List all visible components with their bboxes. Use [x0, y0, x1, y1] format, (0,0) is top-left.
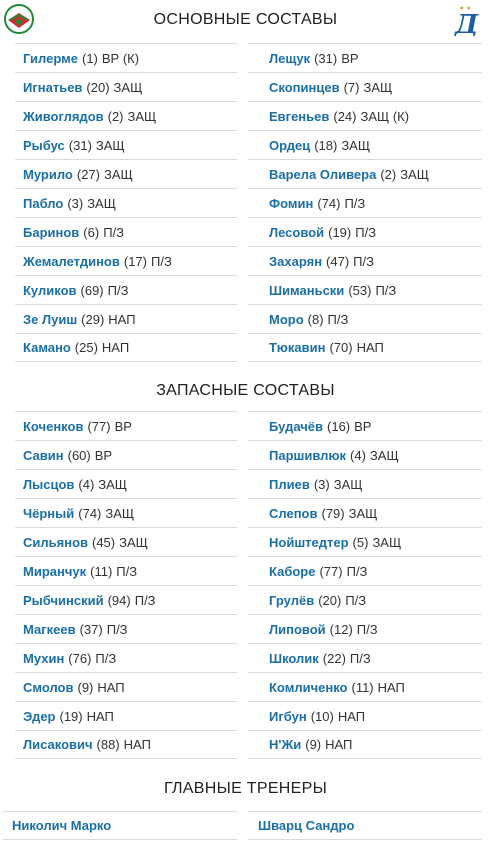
player-name-link[interactable]: Рыбчинский — [23, 592, 104, 608]
player-number: (37) — [79, 621, 103, 637]
player-position: ЗАЩ (К) — [360, 108, 410, 124]
player-name-link[interactable]: Гилерме — [23, 50, 78, 66]
player-row — [248, 701, 482, 730]
player-position: П/З — [353, 253, 374, 269]
player-row — [248, 643, 482, 672]
player-name-link[interactable]: Слепов — [269, 505, 318, 521]
player-number: (4) — [78, 476, 95, 492]
player-row — [248, 498, 482, 527]
player-position: ВР — [94, 447, 113, 463]
player-number: (18) — [314, 137, 338, 153]
player-position: НАП — [108, 311, 136, 327]
player-number: (69) — [80, 282, 104, 298]
player-number: (60) — [67, 447, 91, 463]
player-name-link[interactable]: Варела Оливера — [269, 166, 377, 182]
player-position: П/З — [356, 621, 378, 637]
player-position: ЗАЩ — [95, 137, 125, 153]
player-number: (7) — [343, 79, 360, 95]
player-row — [248, 101, 482, 130]
player-position: НАП — [337, 708, 366, 724]
home-starting-list — [15, 43, 237, 362]
player-row — [248, 217, 482, 246]
player-row — [248, 246, 482, 275]
player-number: (76) — [68, 650, 92, 666]
player-position: НАП — [377, 679, 405, 695]
player-number: (22) — [322, 650, 346, 666]
player-name-link[interactable]: Скопинцев — [269, 79, 340, 95]
player-position: ВР (К) — [101, 50, 140, 66]
player-position: П/З — [134, 592, 156, 608]
player-row — [15, 643, 237, 672]
player-name-link[interactable]: Миранчук — [23, 563, 87, 579]
player-number: (20) — [318, 592, 342, 608]
player-name-link[interactable]: Пабло — [23, 195, 64, 211]
player-row — [15, 701, 237, 730]
player-position: П/З — [106, 621, 128, 637]
player-position: П/З — [327, 311, 349, 327]
player-position: П/З — [116, 563, 138, 579]
player-row — [15, 730, 237, 759]
player-row — [15, 159, 237, 188]
svg-text:Д: Д — [455, 10, 479, 36]
player-position: ЗАЩ — [87, 195, 116, 211]
player-row — [248, 585, 482, 614]
player-row — [15, 469, 237, 498]
player-name-link[interactable]: Тюкавин — [269, 340, 326, 355]
player-position: НАП — [325, 737, 353, 752]
player-row — [248, 275, 482, 304]
player-number: (2) — [380, 166, 397, 182]
player-name-link[interactable]: Мухин — [23, 650, 65, 666]
player-row — [15, 188, 237, 217]
player-name-link[interactable]: Сильянов — [23, 534, 88, 550]
player-name-link[interactable]: Захарян — [269, 253, 323, 269]
player-row — [15, 217, 237, 246]
head-coaches-title: ГЛАВНЫЕ ТРЕНЕРЫ — [163, 780, 328, 797]
player-position: П/З — [355, 224, 377, 240]
starting-lineups-title: ОСНОВНЫЕ СОСТАВЫ — [153, 11, 338, 28]
player-row — [15, 101, 237, 130]
player-number: (29) — [81, 311, 105, 327]
player-row — [248, 159, 482, 188]
player-name-link[interactable]: Н'Жи — [269, 737, 302, 752]
player-name-link[interactable]: Моро — [269, 311, 304, 327]
player-row — [15, 246, 237, 275]
player-row — [248, 672, 482, 701]
player-name-link[interactable]: Баринов — [23, 224, 80, 240]
player-number: (53) — [348, 282, 372, 298]
player-position: ЗАЩ — [105, 505, 135, 521]
player-number: (2) — [107, 108, 124, 124]
home-substitutes-list — [15, 411, 237, 759]
player-name-link[interactable]: Шиманьски — [269, 282, 345, 298]
player-number: (3) — [67, 195, 84, 211]
player-name-link[interactable]: Плиев — [269, 476, 310, 492]
player-row — [15, 43, 237, 72]
substitutes-title: ЗАПАСНЫЕ СОСТАВЫ — [156, 382, 335, 399]
player-name-link[interactable]: Лысцов — [23, 476, 75, 492]
player-name-link[interactable]: Грулёв — [269, 592, 315, 608]
player-number: (27) — [76, 166, 100, 182]
player-number: (3) — [313, 476, 330, 492]
player-position: НАП — [97, 679, 125, 695]
player-row — [15, 275, 237, 304]
player-number: (77) — [319, 563, 343, 579]
away-coach-link[interactable]: Шварц Сандро — [248, 811, 482, 840]
player-name-link[interactable]: Лисакович — [23, 737, 93, 752]
player-row — [248, 469, 482, 498]
player-number: (45) — [92, 534, 116, 550]
player-number: (74) — [317, 195, 341, 211]
player-row — [248, 304, 482, 333]
player-position: ЗАЩ — [369, 447, 399, 463]
player-number: (20) — [86, 79, 110, 95]
player-position: ЗАЩ — [372, 534, 402, 550]
player-number: (88) — [96, 737, 120, 752]
player-name-link[interactable]: Магкеев — [23, 621, 76, 637]
player-name-link[interactable]: Камано — [23, 340, 71, 355]
player-name-link[interactable]: Школик — [269, 650, 319, 666]
player-name-link[interactable]: Мурило — [23, 166, 73, 182]
player-position: ВР — [341, 50, 359, 66]
player-number: (1) — [81, 50, 98, 66]
player-number: (31) — [314, 50, 338, 66]
player-number: (12) — [329, 621, 353, 637]
player-number: (70) — [329, 340, 353, 355]
player-name-link[interactable]: Жемалетдинов — [23, 253, 120, 269]
player-name-link[interactable]: Игбун — [269, 708, 307, 724]
player-number: (79) — [321, 505, 345, 521]
player-name-link[interactable]: Будачёв — [269, 418, 324, 434]
player-position: П/З — [349, 650, 371, 666]
player-name-link[interactable]: Смолов — [23, 679, 74, 695]
player-position: П/З — [346, 563, 368, 579]
player-row — [15, 440, 237, 469]
player-name-link[interactable]: Зе Луиш — [23, 311, 78, 327]
player-position: ЗАЩ — [400, 166, 429, 182]
player-number: (8) — [307, 311, 324, 327]
player-row — [248, 614, 482, 643]
player-row — [248, 527, 482, 556]
player-position: ЗАЩ — [103, 166, 133, 182]
home-coach-link[interactable]: Николич Марко — [3, 811, 237, 840]
player-row — [248, 333, 482, 362]
player-number: (9) — [305, 737, 322, 752]
player-position: ЗАЩ — [341, 137, 371, 153]
player-position: НАП — [123, 737, 151, 752]
player-position: П/З — [375, 282, 397, 298]
player-name-link[interactable]: Лесовой — [269, 224, 325, 240]
player-position: ЗАЩ — [348, 505, 378, 521]
player-row — [15, 672, 237, 701]
player-position: ВР — [114, 418, 132, 434]
player-number: (11) — [90, 563, 113, 579]
player-name-link[interactable]: Ордец — [269, 137, 311, 153]
player-position: НАП — [101, 340, 130, 355]
player-row — [15, 556, 237, 585]
player-position: ЗАЩ — [333, 476, 363, 492]
player-row — [248, 556, 482, 585]
player-row — [15, 498, 237, 527]
player-number: (11) — [351, 679, 374, 695]
player-name-link[interactable]: Савин — [23, 447, 64, 463]
player-row — [248, 43, 482, 72]
player-position: П/З — [107, 282, 129, 298]
player-row — [15, 304, 237, 333]
player-position: ЗАЩ — [119, 534, 148, 550]
player-position: НАП — [356, 340, 384, 355]
player-name-link[interactable]: Игнатьев — [23, 79, 83, 95]
player-name-link[interactable]: Комличенко — [269, 679, 348, 695]
player-number: (5) — [352, 534, 369, 550]
player-number: (74) — [78, 505, 102, 521]
away-starting-list — [248, 43, 482, 362]
player-row — [248, 411, 482, 440]
player-row — [15, 614, 237, 643]
player-position: П/З — [345, 592, 367, 608]
player-row — [15, 72, 237, 101]
player-number: (25) — [74, 340, 98, 355]
player-row — [248, 730, 482, 759]
player-name-link[interactable]: Паршивлюк — [269, 447, 347, 463]
player-name-link[interactable]: Евгеньев — [269, 108, 330, 124]
svg-text:★: ★ — [459, 5, 465, 12]
player-name-link[interactable]: Липовой — [269, 621, 326, 637]
player-name-link[interactable]: Куликов — [23, 282, 77, 298]
player-row — [248, 440, 482, 469]
player-number: (4) — [350, 447, 366, 463]
player-position: П/З — [344, 195, 366, 211]
player-row — [15, 527, 237, 556]
player-number: (31) — [68, 137, 92, 153]
player-number: (6) — [83, 224, 100, 240]
player-position: П/З — [95, 650, 117, 666]
player-number: (77) — [87, 418, 111, 434]
player-row — [15, 333, 237, 362]
player-name-link[interactable]: Чёрный — [23, 505, 75, 521]
player-position: ЗАЩ — [98, 476, 127, 492]
player-number: (47) — [326, 253, 350, 269]
player-number: (24) — [333, 108, 357, 124]
player-row — [15, 411, 237, 440]
player-name-link[interactable]: Коченков — [23, 418, 84, 434]
player-number: (16) — [327, 418, 351, 434]
player-position: П/З — [103, 224, 124, 240]
svg-text:★: ★ — [466, 5, 472, 12]
player-name-link[interactable]: Лещук — [269, 50, 311, 66]
player-number: (94) — [107, 592, 131, 608]
player-row — [15, 130, 237, 159]
player-position: П/З — [150, 253, 172, 269]
player-position: ЗАЩ — [127, 108, 157, 124]
player-name-link[interactable]: Нойштедтер — [269, 534, 349, 550]
player-number: (17) — [123, 253, 147, 269]
player-number: (19) — [59, 708, 83, 724]
player-name-link[interactable]: Фомин — [269, 195, 314, 211]
player-number: (10) — [310, 708, 334, 724]
player-name-link[interactable]: Эдер — [23, 708, 56, 724]
player-row — [248, 130, 482, 159]
player-name-link[interactable]: Живоглядов — [23, 108, 104, 124]
player-number: (9) — [77, 679, 94, 695]
player-name-link[interactable]: Каборе — [269, 563, 316, 579]
player-name-link[interactable]: Рыбус — [23, 137, 65, 153]
away-substitutes-list — [248, 411, 482, 759]
player-row — [248, 188, 482, 217]
player-row — [15, 585, 237, 614]
player-number: (19) — [328, 224, 352, 240]
player-position: ЗАЩ — [113, 79, 143, 95]
player-row — [248, 72, 482, 101]
player-position: НАП — [86, 708, 114, 724]
player-position: ЗАЩ — [363, 79, 393, 95]
player-position: ВР — [354, 418, 372, 434]
